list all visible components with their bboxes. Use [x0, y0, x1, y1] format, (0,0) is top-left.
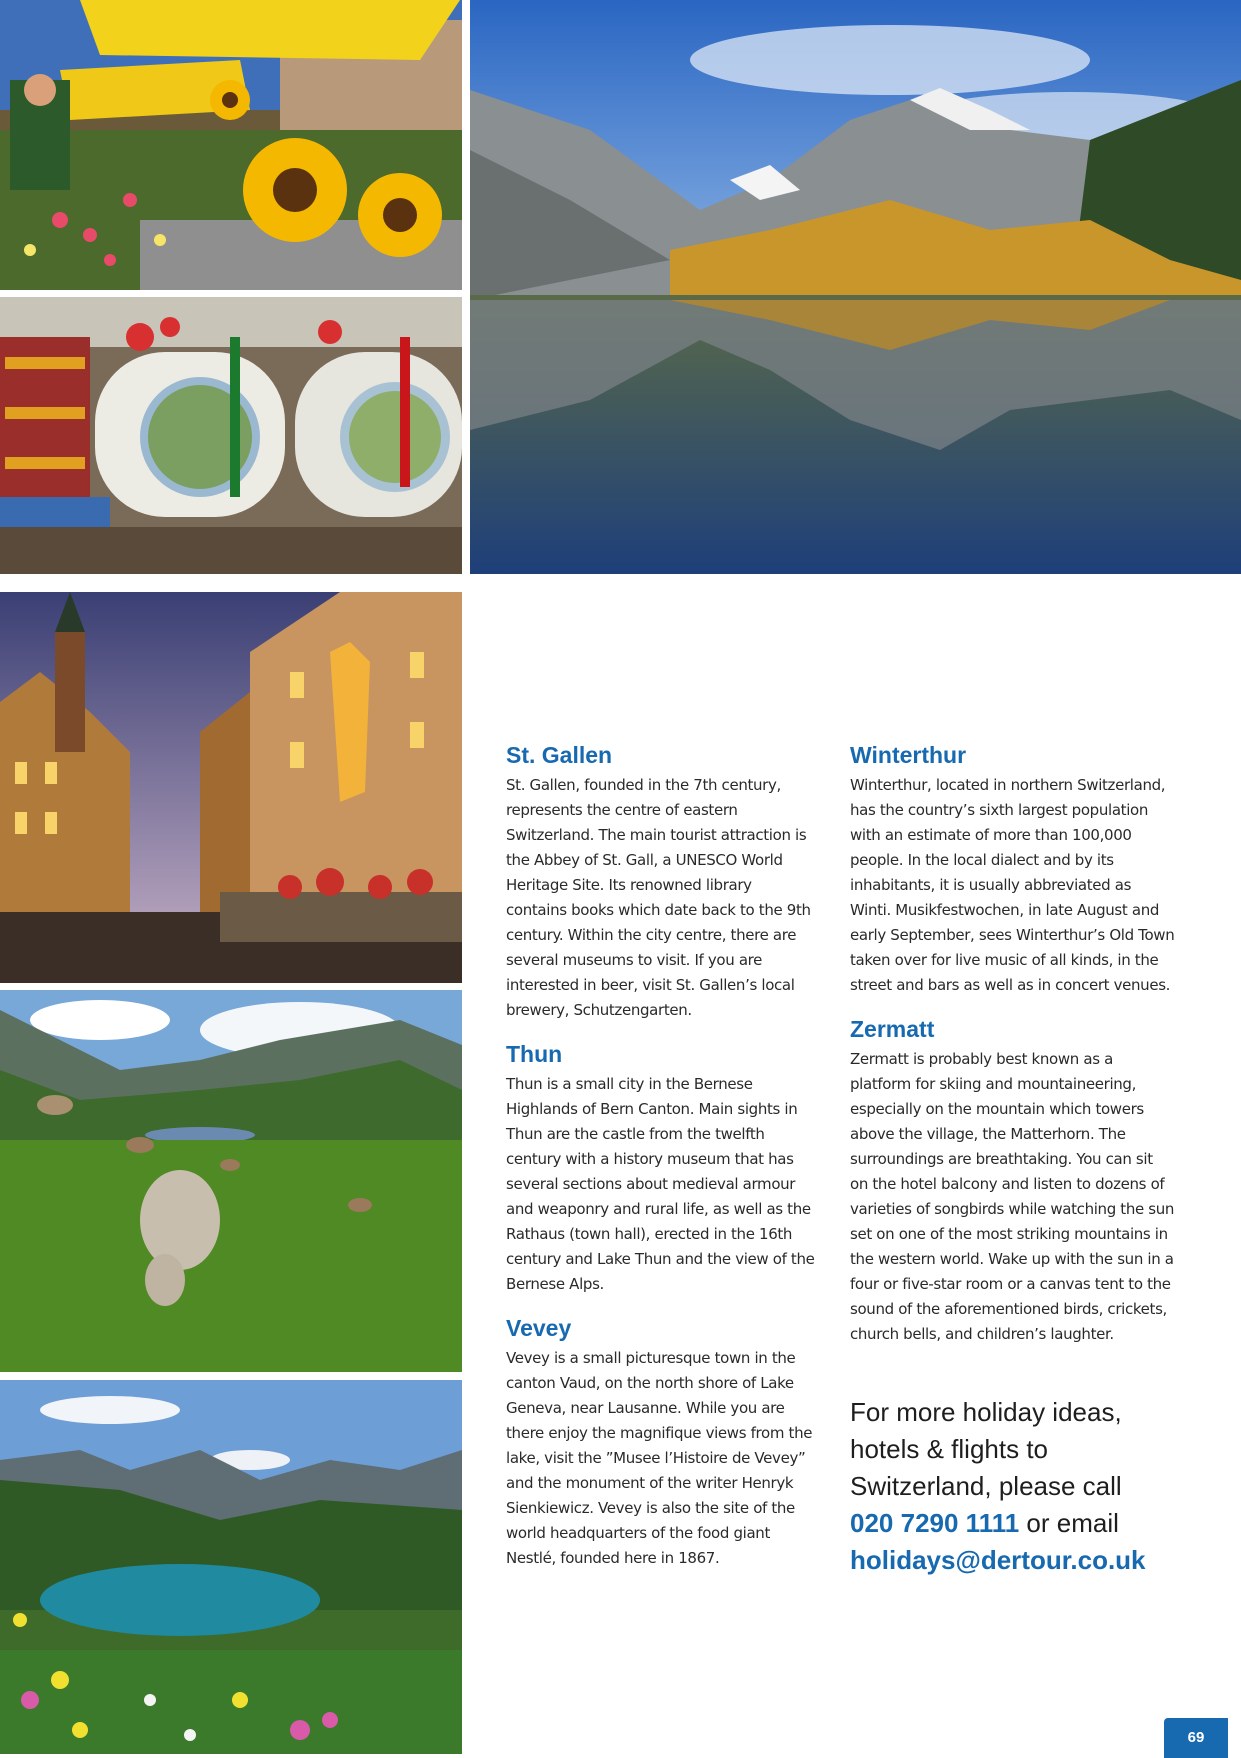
- contact-line-3: Switzerland, please call: [850, 1471, 1122, 1501]
- heading-st-gallen: St. Gallen: [506, 742, 613, 768]
- paragraph-st-gallen: St. Gallen, founded in the 7th century, represents the centre of eastern Switzerland. The main tourist attraction is the Abbey of St. Gall, a UNESCO World Heritage Site. Its renowned library contains books which date back to the 9th century. Within the city centre, there are several museums to visit. If you are interested in beer, visit St. Gallen’s local brewery, Schutzengarten.: [506, 776, 811, 1019]
- section-st-gallen: [506, 741, 816, 1023]
- heading-vevey: Vevey: [506, 1315, 572, 1341]
- text-column-left: [506, 741, 816, 1588]
- or-email-text: or email: [1019, 1508, 1119, 1538]
- heading-winterthur: Winterthur: [850, 742, 967, 768]
- paragraph-winterthur: Winterthur, located in northern Switzerland, has the country’s sixth largest population with an estimate of more than 100,000 people. In the local dialect and by its inhabitants, it is usually abbreviated as Winti. Musikfestwochen, in late August and early September, sees Winterthur’s Old Town taken over for live music of all kinds, in the street and bars as well as in concert venues.: [850, 776, 1175, 994]
- heading-zermatt: Zermatt: [850, 1016, 935, 1042]
- contact-phone-line: [850, 1505, 1210, 1542]
- mountain-reservoir-flowers-photo: [0, 1380, 462, 1754]
- old-town-street-night-photo: [0, 592, 462, 983]
- alpine-meadow-cows-photo: [0, 990, 462, 1372]
- paragraph-thun: Thun is a small city in the Bernese Highlands of Bern Canton. Main sights in Thun are the castle from the twelfth century with a history museum that has several sections about medieval armour and weaponry and rural life, as well as the Rathaus (town hall), erected in the 16th century and Lake Thun and the view of the Bernese Alps.: [506, 1075, 815, 1293]
- contact-line-2: hotels & flights to: [850, 1434, 1048, 1464]
- email-address[interactable]: holidays@dertour.co.uk: [850, 1545, 1146, 1575]
- page-number: 69: [1164, 1718, 1228, 1758]
- phone-number[interactable]: 020 7290 1111: [850, 1508, 1020, 1538]
- contact-line-1: For more holiday ideas,: [850, 1397, 1122, 1427]
- paragraph-vevey: Vevey is a small picturesque town in the canton Vaud, on the north shore of Lake Geneva, near Lausanne. While you are there enjoy the magnifique views from the lake, visit the ”Musee l’Histoire de Vevey” and the monument of the writer Henryk Sienkiewicz. Vevey is also the site of the world headquarters of the food giant Nestlé, founded here in 1867.: [506, 1349, 813, 1567]
- decorated-barrels-photo: [0, 297, 462, 574]
- heading-thun: Thun: [506, 1041, 563, 1067]
- section-thun: [506, 1040, 816, 1297]
- section-zermatt: [850, 1015, 1175, 1347]
- sunflower-market-photo: [0, 0, 462, 290]
- text-column-right: [850, 741, 1175, 1364]
- contact-block: [850, 1394, 1210, 1579]
- section-winterthur: [850, 741, 1175, 998]
- section-vevey: [506, 1314, 816, 1571]
- alpine-lake-reflection-photo: [470, 0, 1241, 574]
- paragraph-zermatt: Zermatt is probably best known as a platform for skiing and mountaineering, especially on the mountain which towers above the village, the Matterhorn. The surroundings are breathtaking. You can sit on the hotel balcony and listen to dozens of varieties of songbirds while watching the sun set on one of the most striking mountains in the western world. Wake up with the sun in a four or five-star room or a canvas tent to the sound of the aforementioned birds, crickets, church bells, and children’s laughter.: [850, 1050, 1175, 1343]
